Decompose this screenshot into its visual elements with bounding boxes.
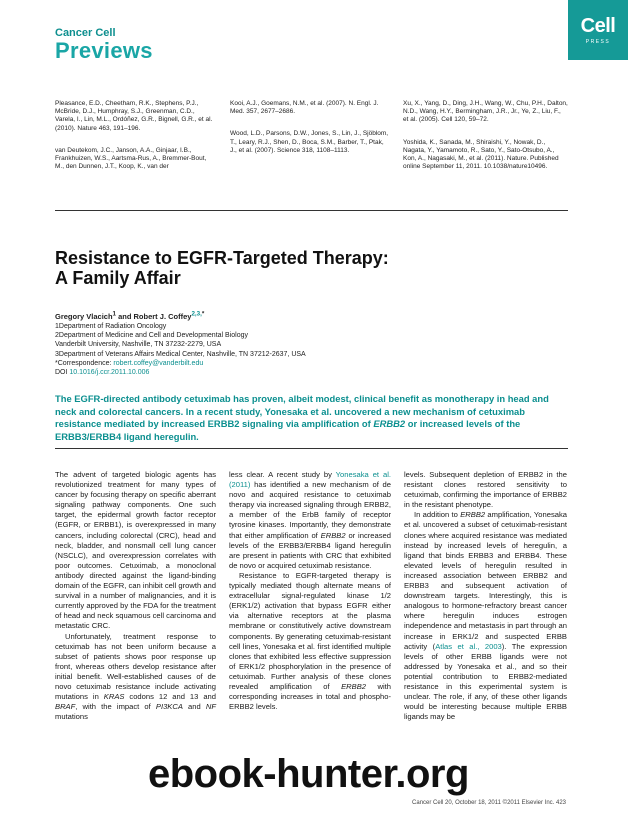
logo-main-text: Cell <box>580 15 616 37</box>
references-col3 <box>403 100 568 185</box>
text-run: and <box>182 702 206 712</box>
body-paragraph <box>404 510 567 722</box>
author-2: and Robert J. Coffey <box>116 311 192 321</box>
body-column-2 <box>229 470 391 712</box>
text-run: ). The expression levels of other ERBB ligands were not addressed by Yonesaka et al., and so their potential contribution to ERBB2-mediated resistance in this experimental system is unclear. The role, if any, of these other ligands would be interesting because multiple ERBB ligands may be <box>404 641 567 722</box>
section-divider <box>55 210 568 211</box>
citation-link[interactable]: Atlas et al., 2003 <box>435 641 502 651</box>
text-run: codons 12 and 13 and <box>124 692 216 702</box>
author-1-sup: 1 <box>112 310 117 317</box>
reference-item: van Deutekom, J.C., Janson, A.A., Ginjaar, I.B., Frankhuizen, W.S., Aartsma-Rus, A., Bremmer-Bout, M., den Dunnen, J.T., Koop, K., van der <box>55 146 207 171</box>
references-col1 <box>55 100 215 185</box>
doi-link[interactable]: 10.1016/j.ccr.2011.10.006 <box>69 369 150 377</box>
abstract-text: The EGFR-directed antibody cetuximab has proven, albeit modest, clinical benefit as monotherapy in head and neck and colorectal cancers. In a recent study, Yonesaka et al. uncovered a new mechanism of cetuximab resistance mediated by increased ERBB2 signaling via amplification of <box>55 393 549 430</box>
body-paragraph: The advent of targeted biologic agents has revolutionized treatment for many types of cancer by focusing therapy on specific aberrant signaling pathway components. One such target, the epidermal growth factor receptor (EGFR, or ERBB1), is overexpressed in many cancers, including colorectal (CRC), head and neck, bladder, and nonsmall cell lung cancer (NSCLC), and overexpression correlates with poor outcomes. Cetuximab, a monoclonal antibody directed against the ligand-binding domain of the EGFR, can inhibit cell growth and survival in a number of malignancies, and it is currently approved by the FDA for the treatment of head and neck squamous cell carcinoma and metastatic CRC. <box>55 470 216 631</box>
gene-name: KRAS <box>103 692 125 702</box>
text-run: Unfortunately, treatment response to cetuximab has not been uniform because a subset of patients shows poor response up front, whereas others develop resistance after initial benefit. Well-established causes of de novo cetuximab resistance include activating mutations in <box>55 631 216 702</box>
text-run: amplification, Yonesaka et al. uncovered a subset of cetuximab-resistant clones where acquired resistance was mediated instead by increased levels of heregulin, a ligand that binds ERBB3 and ERBB4. These elevated levels of heregulin resulted in increased association between ERBB2 and ERBB3 and subsequent activation of downstream targets. Interestingly, this is analogous to hormone-refractory breast cancer where heregulin induces estrogen independence and metastasis in part through an increase in ERK1/2 and suspected ERBB activity ( <box>404 510 567 651</box>
reference-item: Wood, L.D., Parsons, D.W., Jones, S., Lin, J., Sjöblom, T., Leary, R.J., Shen, D., Boca, S.M., Barber, T., Ptak, J., et al. (2007). Science 318, 1108–1113. <box>230 130 389 154</box>
text-run: has identified a new mechanism of de novo and acquired resistance to cetuximab therapy via increased signaling through ERBB2, a member of the ErbB family of receptor tyrosine kinases. Importantly, they demonstrate that either amplification of <box>229 480 391 540</box>
body-paragraph <box>229 571 391 712</box>
logo-sub-text: PRESS <box>585 39 611 45</box>
affiliation: Vanderbilt University, Nashville, TN 37232-2279, USA <box>55 341 222 349</box>
gene-name: ERBB2 <box>320 530 346 540</box>
correspondence <box>55 359 306 368</box>
affiliation: 1Department of Radiation Oncology <box>55 322 167 330</box>
text-run: mutations <box>55 712 88 722</box>
article-title <box>55 248 389 288</box>
affiliation: 3Department of Veterans Affairs Medical Center, Nashville, TN 37212-2637, USA <box>55 350 306 358</box>
text-run: Resistance to EGFR-targeted therapy is typically mediated though alternate means of extracellular signal-regulated kinase 1/2 (ERK1/2) activation that bypass EGFR either via alternative receptors at the plasma membrane or constitutively active downstream components. By generating cetuximab-resistant cell lines, Yonesaka et al. first identified multiple clones that exhibited less effective suppression of ERK1/2 phosphorylation in the presence of cetuximab. Further analysis of these clones revealed amplification of <box>229 570 391 691</box>
correspondence-label: *Correspondence: <box>55 359 114 367</box>
text-run: with corresponding increases in total and phospho-ERBB2 levels. <box>229 681 391 712</box>
references-col2 <box>230 100 390 169</box>
text-run: , with the impact of <box>75 702 156 712</box>
text-run: less clear. A recent study by <box>229 470 336 479</box>
reference-item: Yoshida, K., Sanada, M., Shiraishi, Y., Nowak, D., Nagata, Y., Yamamoto, R., Sato, Y., Sato-Otsubo, A., Kon, A., Nagasaki, M., et al. (2011). Nature. Published online September 11, 2011. 10.1038/nature10496. <box>403 138 559 171</box>
gene-name: ERBB2 <box>341 681 367 691</box>
title-line: Resistance to EGFR-Targeted Therapy: <box>55 248 389 268</box>
text-run: or increased levels of the ERBB3/ERBB4 ligand heregulin are present in patients with CRC that exhibited de novo or acquired cetuximab resistance. <box>229 530 391 570</box>
abstract-text: or increased levels of the ERBB3/ERBB4 ligand heregulin. <box>55 418 521 442</box>
gene-name: BRAF <box>55 702 76 712</box>
doi-label: DOI <box>55 369 70 377</box>
body-paragraph <box>55 632 216 723</box>
gene-name: PI3KCA <box>155 702 183 712</box>
text-run: In addition to <box>414 510 461 520</box>
section-title: Previews <box>55 38 153 63</box>
reference-item: Xu, X., Yang, D., Ding, J.H., Wang, W., Chu, P.H., Dalton, N.D., Wang, H.Y., Bermingham, J.R., Jr., Ye, Z., Liu, F., et al. (2005). Cell 120, 59–72. <box>403 100 568 124</box>
body-paragraph <box>229 470 391 571</box>
watermark: ebook-hunter.org <box>148 752 469 796</box>
body-column-1 <box>55 470 216 722</box>
author-2-star: * <box>201 310 205 317</box>
abstract <box>55 393 567 443</box>
gene-name: ERBB2 <box>460 510 486 520</box>
affiliation: 2Department of Medicine and Cell and Developmental Biology <box>55 332 248 340</box>
abstract-gene: ERBB2 <box>373 418 406 430</box>
title-line: A Family Affair <box>55 268 181 288</box>
body-paragraph: levels. Subsequent depletion of ERBB2 in the resistant clones restored sensitivity to cetuximab, confirming the importance of ERBB2 in the resistant phenotype. <box>404 470 567 510</box>
author-2-sup: 2,3, <box>191 310 202 317</box>
body-column-3 <box>404 470 567 722</box>
cell-press-logo <box>568 0 628 60</box>
doi-line <box>55 368 306 377</box>
page-footer: Cancer Cell 20, October 18, 2011 ©2011 Elsevier Inc. 423 <box>412 800 566 806</box>
gene-name: NF <box>205 702 217 712</box>
author-1: Gregory Vlacich <box>55 311 113 321</box>
author-names <box>55 312 204 321</box>
citation-link[interactable]: Yonesaka et al. (2011) <box>229 470 391 490</box>
reference-item: Pleasance, E.D., Cheetham, R.K., Stephens, P.J., McBride, D.J., Humphray, S.J., Greenman, C.D., Varela, I., Lin, M.L., Ordóñez, G.R., Bignell, G.R., et al. (2010). Nature 463, 191–196. <box>55 100 213 132</box>
abstract-divider <box>55 448 568 449</box>
author-block <box>55 309 306 378</box>
correspondence-email-link[interactable]: robert.coffey@vanderbilt.edu <box>113 359 204 367</box>
journal-name: Cancer Cell <box>55 27 116 39</box>
reference-item: Kooi, A.J., Goemans, N.M., et al. (2007). N. Engl. J. Med. 357, 2677–2686. <box>230 100 379 116</box>
